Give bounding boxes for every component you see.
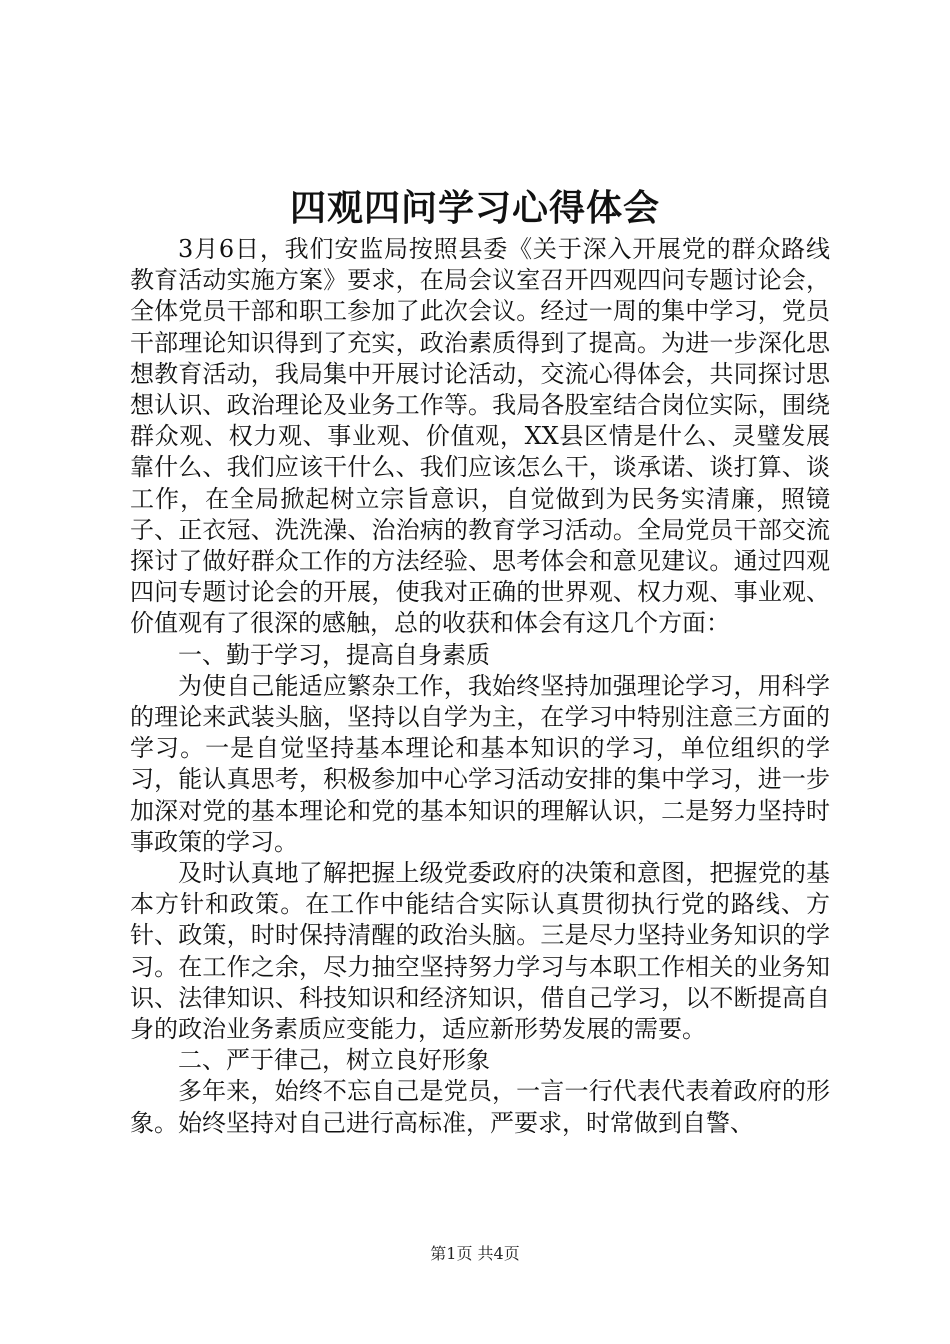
paragraph-section-1a: 为使自己能适应繁杂工作，我始终坚持加强理论学习，用科学的理论来武装头脑，坚持以自学为主，在学习中特别注意三方面的学习。一是自觉坚持基本理论和基本知识的学习，单位组织的学习，能认真思考，积极参加中心学习活动安排的集中学习，进一步加深对党的基本理论和党的基本知识的理解认识，二是努力坚持时事政策的学习。 <box>130 671 830 856</box>
document-body <box>130 234 830 1139</box>
paragraph-section-2a: 多年来，始终不忘自己是党员，一言一行代表代表着政府的形象。始终坚持对自己进行高标准，严要求，时常做到自警、 <box>130 1077 830 1137</box>
section-heading-2: 二、严于律己，树立良好形象 <box>178 1046 490 1075</box>
paragraph-section-1b: 及时认真地了解把握上级党委政府的决策和意图，把握党的基本方针和政策。在工作中能结合实际认真贯彻执行党的路线、方针、政策，时时保持清醒的政治头脑。三是尽力坚持业务知识的学习。在工作之余，尽力抽空坚持努力学习与本职工作相关的业务知识、法律知识、科技知识和经济知识，借自己学习，以不断提高自身的政治业务素质应变能力，适应新形势发展的需要。 <box>130 859 830 1044</box>
document-title: 四观四问学习心得体会 <box>289 187 660 229</box>
section-heading-1: 一、勤于学习，提高自身素质 <box>178 640 490 669</box>
paragraph-intro: 3月6日，我们安监局按照县委《关于深入开展党的群众路线教育活动实施方案》要求，在局会议室召开四观四问专题讨论会，全体党员干部和职工参加了此次会议。经过一周的集中学习，党员干部理论知识得到了充实，政治素质得到了提高。为进一步深化思想教育活动，我局集中开展讨论活动，交流心得体会，共同探讨思想认识、政治理论及业务工作等。我局各股室结合岗位实际，围绕群众观、权力观、事业观、价值观，XX县区情是什么、灵璧发展靠什么、我们应该干什么、我们应该怎么干，谈承诺、谈打算、谈工作，在全局掀起树立宗旨意识，自觉做到为民务实清廉，照镜子、正衣冠、洗洗澡、治治病的教育学习活动。全局党员干部交流探讨了做好群众工作的方法经验、思考体会和意见建议。通过四观四问专题讨论会的开展，使我对正确的世界观、权力观、事业观、价值观有了很深的感触，总的收获和体会有这几个方面： <box>130 235 830 638</box>
page-footer: 第1页 共4页 <box>430 1244 520 1263</box>
